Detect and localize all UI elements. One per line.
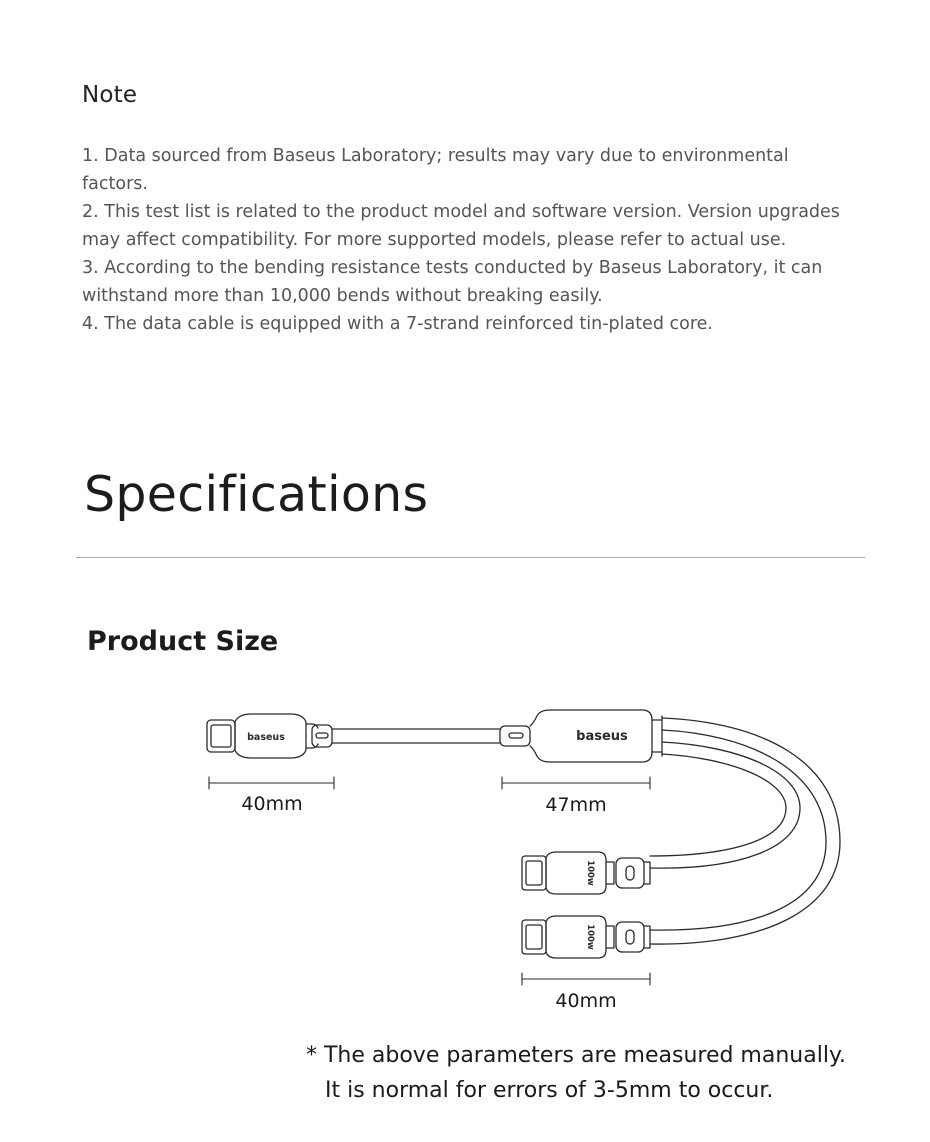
note-item-4: 4. The data cable is equipped with a 7-strand reinforced tin-plated core. <box>82 314 713 334</box>
watt-label-lower: 100w <box>585 924 595 950</box>
brand-label-large: baseus <box>576 729 628 744</box>
dimension-line-middle <box>502 777 650 789</box>
section-divider <box>76 557 865 558</box>
footnote-line-2: It is normal for errors of 3-5mm to occur. <box>325 1078 774 1103</box>
dimension-line-left <box>209 777 334 789</box>
note-item-2: 2. This test list is related to the product model and software version. Version upgrades may affect compatibility. For more supported models, please refer to actual use. <box>82 202 840 250</box>
note-title: Note <box>82 82 138 108</box>
note-item-1: 1. Data sourced from Baseus Laboratory; results may vary due to environmental factors. <box>82 146 789 194</box>
dimension-line-bottom <box>522 973 650 985</box>
specifications-title: Specifications <box>84 466 429 523</box>
dimension-label-middle: 47mm <box>545 794 607 816</box>
dimension-label-bottom: 40mm <box>555 990 617 1012</box>
footnote-line-1: * The above parameters are measured manually. <box>306 1043 846 1068</box>
product-size-title: Product Size <box>87 626 279 657</box>
measurement-footnote <box>306 1038 846 1108</box>
split-cable-inner-b <box>650 754 786 856</box>
split-cable-outer-a <box>650 718 840 944</box>
watt-label-upper: 100w <box>585 860 595 886</box>
note-list <box>82 142 842 338</box>
note-item-3: 3. According to the bending resistance tests conducted by Baseus Laboratory, it can withstand more than 10,000 bends without breaking easily. <box>82 258 823 306</box>
brand-label-small: baseus <box>247 732 285 743</box>
dimension-label-left: 40mm <box>241 793 303 815</box>
split-cable-outer-b <box>650 730 826 930</box>
cable-diagram <box>0 690 930 1020</box>
